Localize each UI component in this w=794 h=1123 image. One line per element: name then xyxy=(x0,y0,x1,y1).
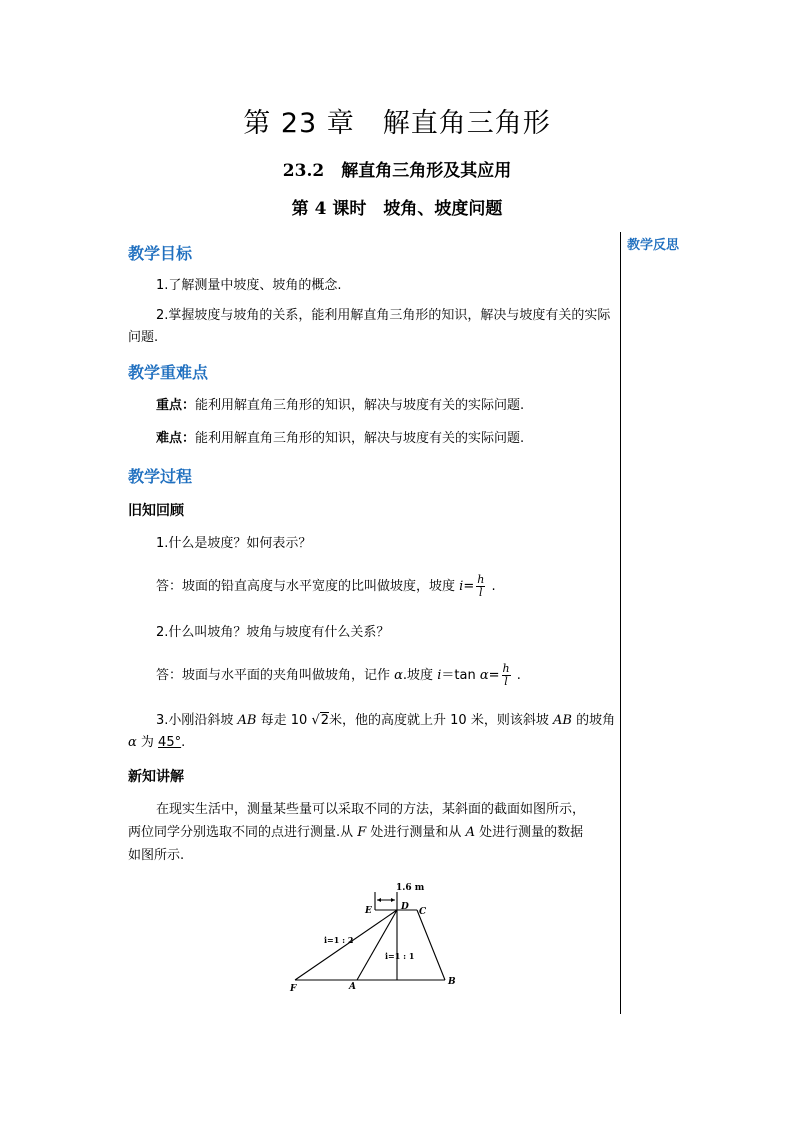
q3-ab: AB xyxy=(237,713,257,728)
review-heading: 旧知回顾 xyxy=(128,503,184,519)
process-heading: 教学过程 xyxy=(128,467,193,486)
point-f-ref: F xyxy=(357,825,367,840)
objective-2: 2.掌握坡度与坡角的关系，能利用解直角三角形的知识，解决与坡度有关的实际问题. xyxy=(128,308,611,345)
period-2: . xyxy=(516,668,521,683)
dim-arrow-left xyxy=(377,898,381,902)
sqrt-symbol: √ xyxy=(311,713,320,728)
answer-2-mid: .坡度 xyxy=(402,668,438,683)
hard-point xyxy=(156,428,524,450)
equals-2: ＝ xyxy=(441,668,455,683)
dim-arrow-right xyxy=(391,898,395,902)
point-f: F xyxy=(290,984,297,994)
q3-ab-2: AB xyxy=(552,713,572,728)
frac-den: l xyxy=(479,586,483,599)
q3-part-d: 的坡角 xyxy=(571,713,616,728)
objectives-heading: 教学目标 xyxy=(128,244,193,263)
point-e: E xyxy=(365,906,372,916)
q3-alpha: α xyxy=(128,735,137,750)
objective-1: 1.了解测量中坡度、坡角的概念. xyxy=(156,278,342,293)
chapter-title: 第 23 章 解直角三角形 xyxy=(243,108,551,139)
right-slope-cb xyxy=(417,910,445,980)
tan: tan xyxy=(454,668,480,683)
point-d: D xyxy=(401,902,409,912)
q3-part-b: 每走 10 xyxy=(256,713,312,728)
lesson-title: 第 4 课时 坡角、坡度问题 xyxy=(291,199,503,219)
point-a: A xyxy=(349,982,356,992)
key-label: 重点： xyxy=(156,398,196,413)
answer-2-text: 答：坡面与水平面的夹角叫做坡角，记作 xyxy=(156,668,395,683)
point-c: C xyxy=(419,907,427,917)
slope-ad xyxy=(357,910,397,980)
q3-answer: 45° xyxy=(158,735,182,750)
answer-1 xyxy=(156,574,496,599)
q3-end: . xyxy=(181,735,186,750)
key-text: 能利用解直角三角形的知识，解决与坡度有关的实际问题. xyxy=(195,398,525,413)
frac-num-2: h xyxy=(502,662,510,675)
keypoints-heading: 教学重难点 xyxy=(128,363,209,382)
point-a-ref: A xyxy=(465,825,475,840)
point-b: B xyxy=(448,977,456,987)
question-3 xyxy=(128,710,616,754)
width-label: 1.6 m xyxy=(396,883,425,893)
slope-label-right: i=1 : 1 xyxy=(385,951,415,961)
equals-3: = xyxy=(488,668,500,683)
fraction-h-over-l xyxy=(476,574,485,599)
slope-fd xyxy=(295,910,397,980)
trapezoid-figure xyxy=(280,870,490,1000)
hard-label: 难点： xyxy=(156,431,196,446)
q3-part-a: 3.小刚沿斜坡 xyxy=(156,713,238,728)
key-point xyxy=(156,395,524,417)
new-line-2a: 两位同学分别选取不同的点进行测量.从 xyxy=(128,825,358,840)
new-line-2b: 处进行测量和从 xyxy=(366,825,466,840)
frac-num: h xyxy=(477,573,485,586)
var-i: i xyxy=(459,579,464,594)
new-line-1: 在现实生活中，测量某些量可以采取不同的方法，某斜面的截面如图所示， xyxy=(156,802,586,817)
alpha-2: α xyxy=(479,668,489,683)
new-line-3: 如图所示. xyxy=(128,848,185,863)
hard-text: 能利用解直角三角形的知识，解决与坡度有关的实际问题. xyxy=(195,431,525,446)
period: . xyxy=(491,579,496,594)
question-1: 1.什么是坡度？如何表示？ xyxy=(156,536,312,551)
new-line-2c: 处进行测量的数据 xyxy=(474,825,584,840)
answer-1-text: 答：坡面的铅直高度与水平宽度的比叫做坡度，坡度 xyxy=(156,579,460,594)
q3-part-e: 为 xyxy=(136,735,159,750)
alpha: α xyxy=(394,668,403,683)
var-i-2: i xyxy=(437,668,442,683)
q3-root: 2 xyxy=(320,713,330,728)
margin-divider xyxy=(620,232,621,1014)
new-knowledge-heading: 新知讲解 xyxy=(128,769,184,785)
equals: = xyxy=(463,579,475,594)
question-2: 2.什么叫坡角？坡角与坡度有什么关系？ xyxy=(156,625,390,640)
slope-label-left: i=1 : 2 xyxy=(324,935,354,945)
fraction-h-over-l-2 xyxy=(502,663,511,688)
frac-den-2: l xyxy=(504,675,508,688)
q3-part-c: 米，他的高度就上升 10 米，则该斜坡 xyxy=(329,713,553,728)
section-title: 23.2 解直角三角形及其应用 xyxy=(282,161,512,181)
answer-2 xyxy=(156,663,521,688)
reflection-label: 教学反思 xyxy=(627,238,680,253)
new-line-2 xyxy=(128,822,583,844)
